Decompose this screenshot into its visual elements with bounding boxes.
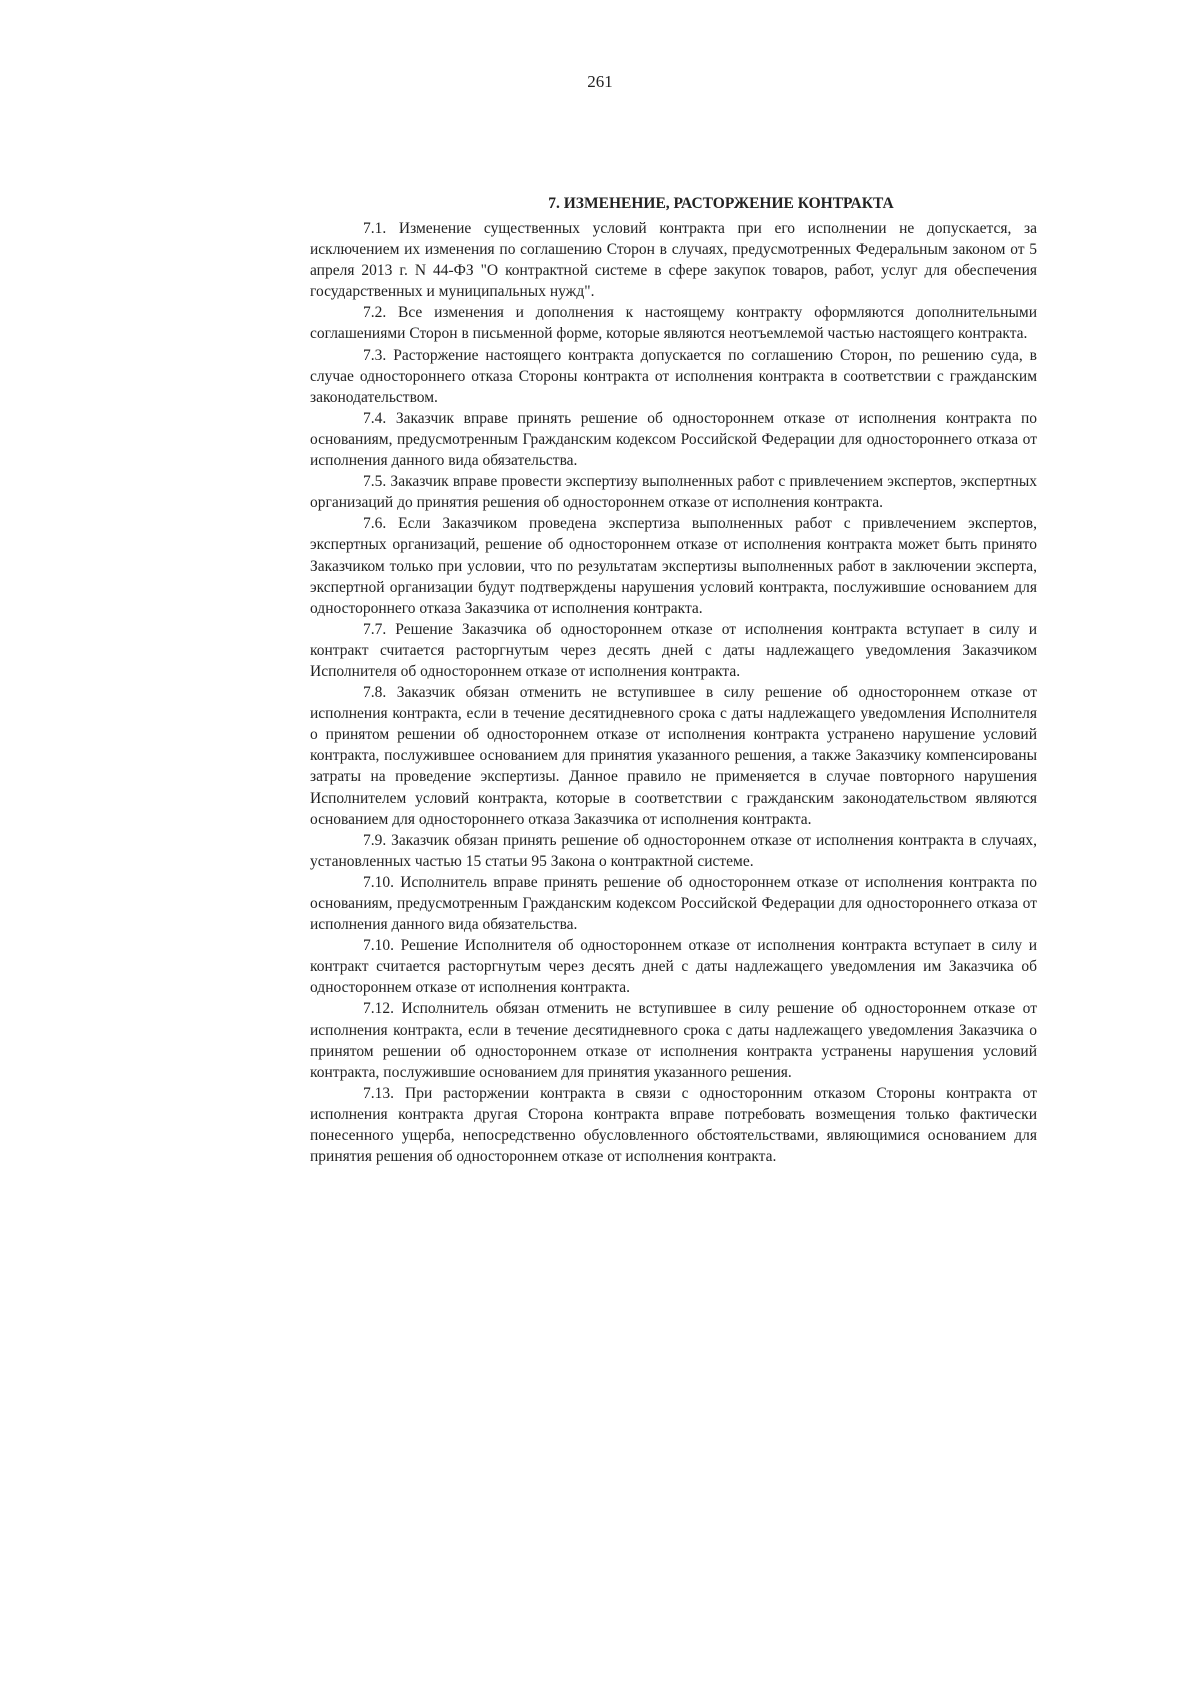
paragraph-7-7: 7.7. Решение Заказчика об одностороннем отказе от исполнения контракта вступает в силу и контракт считается расторгнутым через десять дней с даты надлежащего уведомления Заказчиком Исполнителя об одностороннем отказе от исполнения контракта.	[310, 620, 1037, 680]
page-number: 261	[587, 72, 613, 91]
paragraph-7-12: 7.12. Исполнитель обязан отменить не вступившее в силу решение об одностороннем отказе от исполнения контракта, если в течение десятидневного срока с даты надлежащего уведомления Заказчика о принятом решении об одностороннем отказе от исполнения контракта устранены нарушения условий контракта, послужившие основанием для принятия указанного решения.	[310, 1000, 1037, 1081]
paragraph-7-10: 7.10. Исполнитель вправе принять решение об одностороннем отказе от исполнения контракта по основаниям, предусмотренным Гражданским кодексом Российской Федерации для одностороннего отказа от исполнения данного вида обязательства.	[310, 873, 1037, 934]
paragraph-7-8: 7.8. Заказчик обязан отменить не вступившее в силу решение об одностороннем отказе от исполнения контракта, если в течение десятидневного срока с даты надлежащего уведомления Исполнителя о принятом решении об одностороннем отказе от исполнения контракта устранено нарушение условий контракта, послужившее основанием для принятия указанного решения, а также Заказчику компенсированы затраты на проведение экспертизы. Данное правило не применяется в случае повторного нарушения Исполнителем условий контракта, которые в соответствии с гражданским законодательством являются основанием для одностороннего отказа Заказчика от исполнения контракта.	[310, 684, 1037, 828]
paragraph-7-13: 7.13. При расторжении контракта в связи с односторонним отказом Стороны контракта от исполнения контракта другая Сторона контракта вправе потребовать возмещения только фактически понесенного ущерба, непосредственно обусловленного обстоятельствами, являющимися основанием для принятия решения об одностороннем отказе от исполнения контракта.	[310, 1084, 1037, 1166]
paragraph-7-6: 7.6. Если Заказчиком проведена экспертиза выполненных работ с привлечением экспертов, экспертных организаций, решение об одностороннем отказе от исполнения контракта может быть принято Заказчиком только при условии, что по результатам экспертизы выполненных работ в заключении эксперта, экспертной организации будут подтверждены нарушения условий контракта, послужившие основанием для одностороннего отказа Заказчика от исполнения контракта.	[310, 515, 1037, 617]
paragraph-7-1: 7.1. Изменение существенных условий контракта при его исполнении не допускается, за исключением их изменения по соглашению Сторон в случаях, предусмотренных Федеральным законом от 5 апреля 2013 г. N 44-ФЗ "О контрактной системе в сфере закупок товаров, работ, услуг для обеспечения государственных и муниципальных нужд".	[310, 220, 1037, 301]
section-title: 7. ИЗМЕНЕНИЕ, РАСТОРЖЕНИЕ КОНТРАКТА	[548, 195, 894, 212]
paragraph-7-10-second: 7.10. Решение Исполнителя об одностороннем отказе от исполнения контракта вступает в силу и контракт считается расторгнутым через десять дней с даты надлежащего уведомления им Заказчика об одностороннем отказе от исполнения контракта.	[310, 937, 1037, 997]
paragraph-7-9: 7.9. Заказчик обязан принять решение об одностороннем отказе от исполнения контракта в случаях, установленных частью 15 статьи 95 Закона о контрактной системе.	[310, 831, 1037, 870]
paragraph-7-4: 7.4. Заказчик вправе принять решение об одностороннем отказе от исполнения контракта по основаниям, предусмотренным Гражданским кодексом Российской Федерации для одностороннего отказа от исполнения данного вида обязательства.	[310, 409, 1037, 470]
document-body	[310, 194, 1037, 1167]
paragraph-7-2: 7.2. Все изменения и дополнения к настоящему контракту оформляются дополнительными соглашениями Сторон в письменной форме, которые являются неотъемлемой частью настоящего контракта.	[310, 304, 1037, 343]
paragraph-7-5: 7.5. Заказчик вправе провести экспертизу выполненных работ с привлечением экспертов, экспертных организаций до принятия решения об одностороннем отказе от исполнения контракта.	[310, 473, 1037, 512]
paragraph-7-3: 7.3. Расторжение настоящего контракта допускается по соглашению Сторон, по решению суда, в случае одностороннего отказа Стороны контракта от исполнения контракта в соответствии с гражданским законодательством.	[310, 346, 1037, 406]
